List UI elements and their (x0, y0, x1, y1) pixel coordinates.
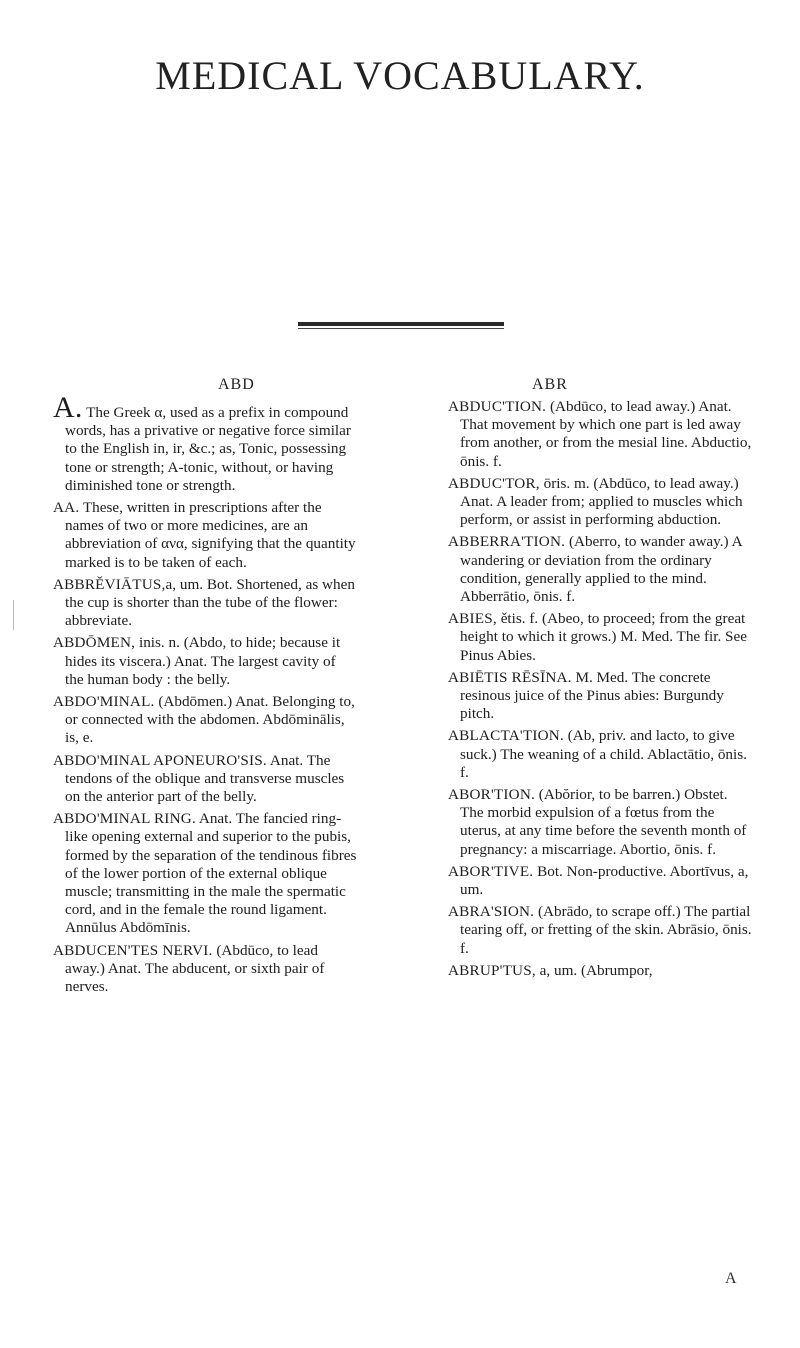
entry-definition: These, written in prescriptions after the names of two or more medicines, are an abbreviation of ανα, signifying that the quantity marked is to be taken of each. (65, 499, 356, 571)
entry-definition: (Ab, priv. and lacto, to give suck.) The weaning of a child. Ablactātio, ōnis. f. (460, 727, 747, 781)
entry-definition: (Abdūco, to lead away.) Anat. That movement by which one part is led away from another, or from the mesial line. Abductio, ōnis. f. (460, 398, 752, 470)
entry-headword: ABIĒTIS RĒSĪNA. (448, 668, 572, 686)
page-title: MEDICAL VOCABULARY. (155, 53, 645, 98)
entry-definition: a, um. Bot. Shortened, as when the cup is shorter than the tube of the flower: abbreviate. (65, 575, 355, 630)
entry-abortion (448, 786, 752, 859)
entry-abdominal-ring (53, 810, 357, 937)
title-rule (298, 322, 504, 329)
entry-definition: (Abrādo, to scrape off.) The partial tearing off, or fretting of the skin. Abrāsio, ōnis. f. (460, 903, 752, 957)
entry-abdominal-aponeurosis (53, 752, 357, 807)
entry-definition: a, um. (Abrumpor, (535, 961, 653, 979)
entry-headword: ABDUC'TION. (448, 398, 547, 415)
entry-abrasion (448, 903, 752, 958)
entry-definition: Anat. The fancied ring-like opening external and superior to the pubis, formed by the separation of the tendinous fibres of the lower portion of the external oblique muscle; transmitting in the male the spermatic cord, and in the female the round ligament. Annūlus Abdōmīnis. (65, 810, 357, 937)
entry-headword: ABDO'MINAL. (53, 693, 155, 711)
entry-definition: M. Med. The concrete resinous juice of the Pinus abies: Burgundy pitch. (460, 668, 724, 723)
entry-headword: ABDO'MINAL APONEURO'SIS. (53, 751, 267, 769)
entry-definition: (Abdūco, to lead away.) Anat. The abducent, or sixth pair of nerves. (65, 941, 325, 996)
entry-abdominal (53, 693, 357, 748)
entry-headword: ABDUC'TOR, (448, 474, 540, 492)
entry-abductor (448, 475, 752, 530)
entry-abducentes-nervi (53, 942, 357, 997)
entry-headword: ABDUCEN'TES NERVI. (53, 941, 213, 959)
entry-definition: (Aberro, to wander away.) A wandering or deviation from the ordinary condition, generally applied to the mind. Abberrātio, ōnis. f. (460, 533, 742, 606)
entry-abberration (448, 533, 752, 606)
entry-headword: AA. (53, 499, 80, 517)
entry-abortive (448, 863, 752, 899)
entry-definition: (Abŏrior, to be barren.) Obstet. The morbid expulsion of a fœtus from the uterus, at any time before the seventh month of pregnancy: a miscarriage. Abortio, ōnis. f. (460, 786, 747, 858)
page-edge-mark (13, 600, 14, 630)
entry-abdomen (53, 634, 357, 689)
entry-a (53, 391, 357, 495)
entry-definition: inis. n. (Abdo, to hide; because it hides its viscera.) Anat. The largest cavity of the human body : the belly. (65, 634, 341, 688)
title-rule-thin (298, 328, 504, 329)
entry-definition: ětis. f. (Abeo, to proceed; from the great height to which it grows.) M. Med. The fir. See Pinus Abies. (460, 610, 747, 664)
entry-aa (53, 499, 357, 572)
entry-definition: The Greek α, used as a prefix in compound words, has a privative or negative force similar to the English in, ir, &c.; as, Tonic, possessing tone or strength; A-tonic, without, or having diminished tone or strength. (65, 404, 351, 494)
right-column-header: ABR (532, 376, 568, 393)
entry-headword: ABOR'TION. (448, 786, 535, 804)
entry-headword: ABRUP'TUS, (448, 961, 536, 979)
entry-headword: ABDO'MINAL RING. (53, 810, 196, 828)
entry-definition: (Abdōmen.) Anat. Belonging to, or connected with the abdomen. Abdōminālis, is, e. (65, 693, 355, 747)
entry-abduction (448, 398, 752, 471)
entry-abies (448, 610, 752, 665)
entry-headword: ABBRĚVIĀTUS, (53, 575, 166, 593)
entry-headword: A. (53, 391, 83, 424)
right-column (448, 398, 752, 984)
entry-headword: ABOR'TIVE. (448, 862, 534, 880)
entry-headword: ABBERRA'TION. (448, 533, 566, 551)
entry-abietis-resina (448, 669, 752, 724)
catchword: A (725, 1270, 737, 1287)
entry-headword: ABRA'SION. (448, 903, 535, 921)
left-column-header: ABD (218, 376, 255, 393)
entry-definition: Anat. The tendons of the oblique and transverse muscles on the anterior part of the belly. (65, 751, 345, 806)
entry-abruptus (448, 962, 752, 980)
entry-headword: ABLACTA'TION. (448, 727, 564, 745)
entry-definition: Bot. Non-productive. Abortīvus, a, um. (460, 862, 749, 899)
title-rule-thick (298, 322, 504, 326)
left-column (53, 391, 357, 1000)
entry-headword: ABDŌMEN, (53, 634, 136, 652)
entry-definition: ōris. m. (Abdūco, to lead away.) Anat. A leader from; applied to muscles which perform, or assist in performing abduction. (460, 474, 743, 529)
entry-ablactation (448, 727, 752, 782)
entry-abbreviatus (53, 576, 357, 631)
entry-headword: ABIES, (448, 610, 497, 628)
